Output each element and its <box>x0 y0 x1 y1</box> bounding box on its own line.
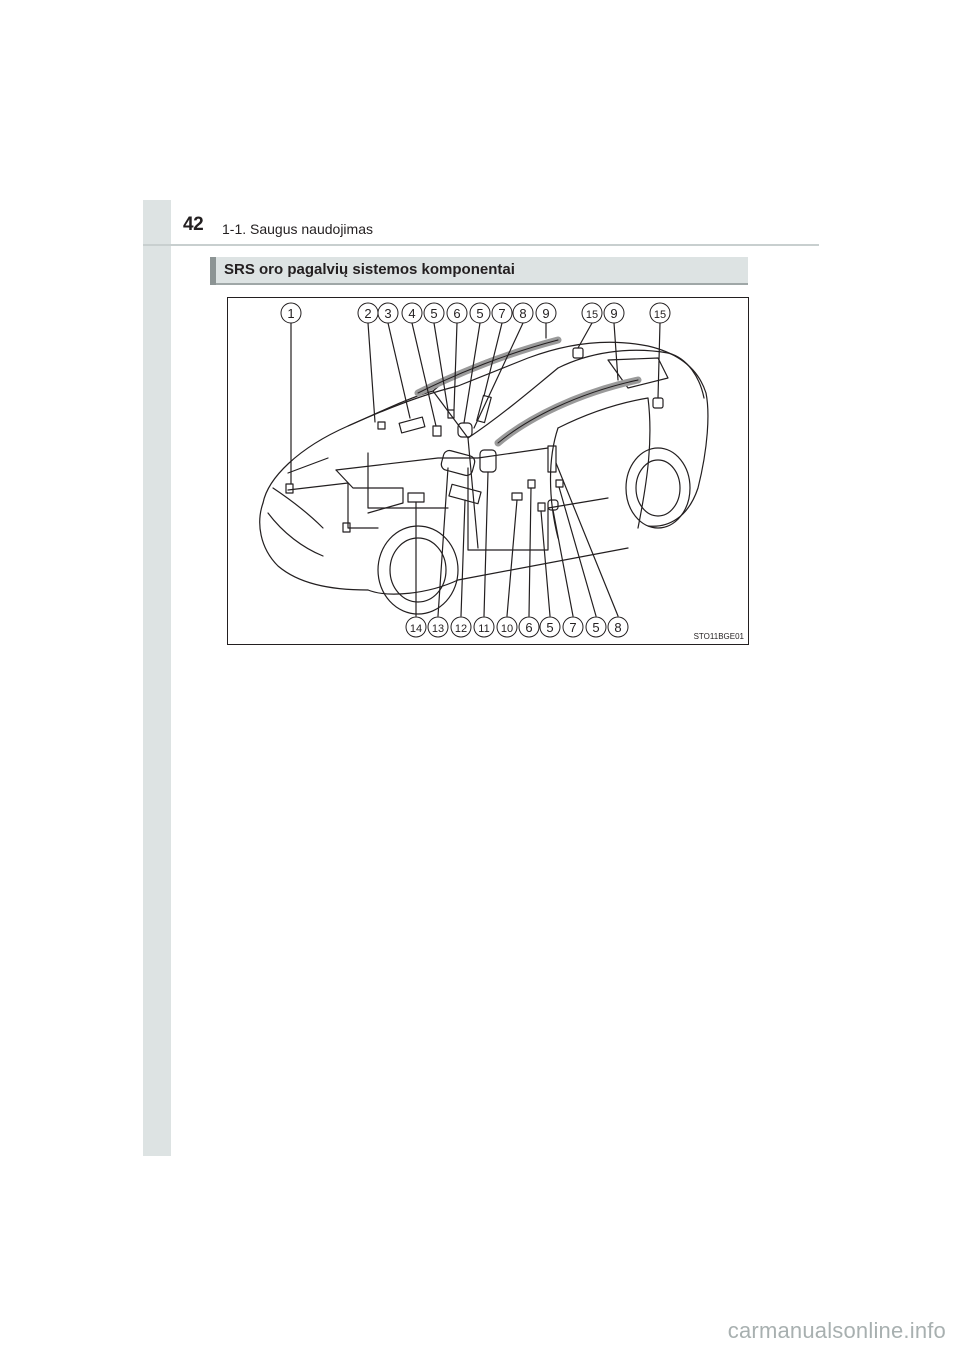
callout-top: 15 <box>653 309 667 321</box>
callout-bottom: 12 <box>454 623 468 635</box>
callout-bottom: 14 <box>409 623 423 635</box>
callout-bottom: 7 <box>569 620 577 635</box>
callout-bottom: 10 <box>500 623 514 635</box>
callout-bottom: 11 <box>478 623 490 635</box>
callout-bottom: 6 <box>525 620 533 635</box>
callout-bottom: 5 <box>592 620 600 635</box>
callout-top: 2 <box>364 306 372 321</box>
airbag-components-figure <box>227 297 749 645</box>
callout-bottom: 8 <box>614 620 622 635</box>
callout-top: 3 <box>384 306 392 321</box>
callout-top: 15 <box>585 309 599 321</box>
watermark[interactable]: carmanualsonline.info <box>727 1318 946 1343</box>
callout-top: 8 <box>519 306 527 321</box>
heading-accent <box>210 257 216 285</box>
figure-code: STO11BGE01 <box>693 632 744 641</box>
callout-top: 7 <box>498 306 506 321</box>
header-rule <box>143 244 819 246</box>
callout-top: 1 <box>287 306 295 321</box>
callout-top: 5 <box>476 306 484 321</box>
car-illustration <box>228 298 748 644</box>
callout-top: 9 <box>610 306 618 321</box>
margin-band <box>143 200 171 1156</box>
callout-top: 4 <box>408 306 416 321</box>
page-number: 42 <box>183 214 204 235</box>
callout-top: 6 <box>453 306 461 321</box>
section-heading: SRS oro pagalvių sistemos komponentai <box>224 261 515 278</box>
callout-top: 9 <box>542 306 550 321</box>
callout-top: 5 <box>430 306 438 321</box>
callout-bottom: 5 <box>546 620 554 635</box>
section-title: 1-1. Saugus naudojimas <box>222 221 373 237</box>
callout-bottom: 13 <box>431 623 445 635</box>
